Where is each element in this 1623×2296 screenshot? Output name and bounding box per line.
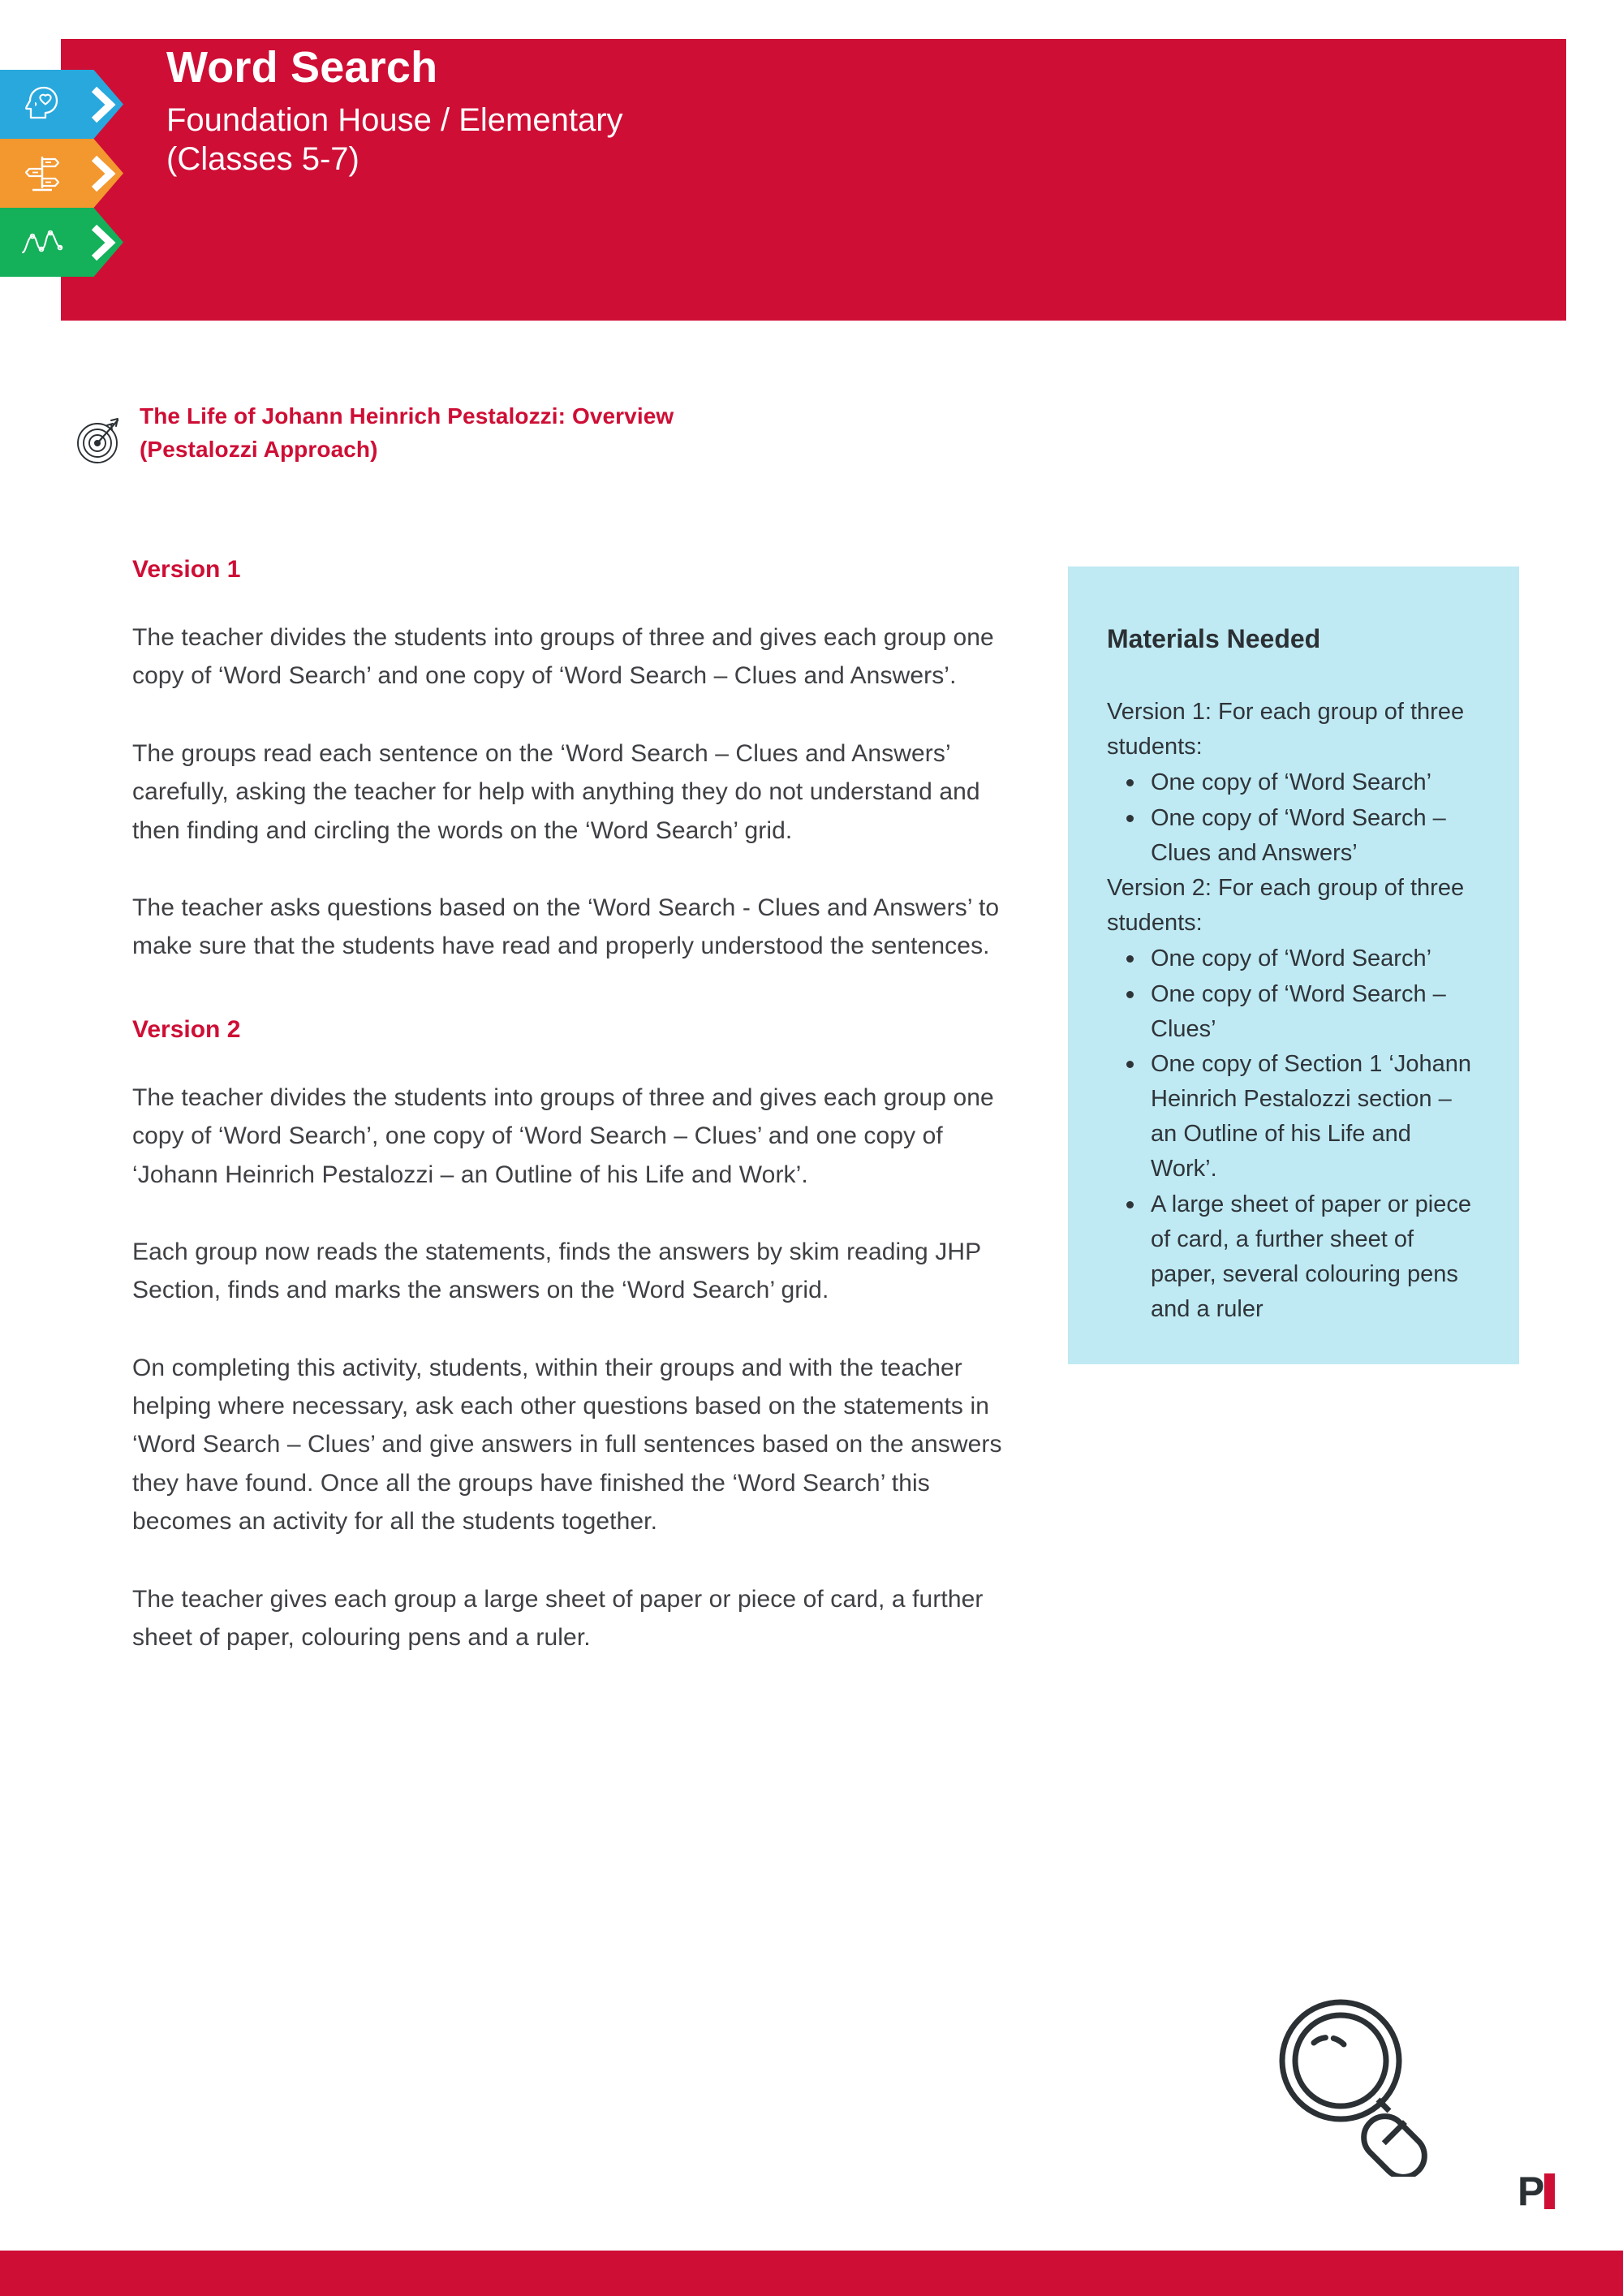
instructions-column [132, 556, 1025, 1695]
list-item: • A large sheet of paper or piece of card, a further sheet of paper, several colouring pens and a ruler [1146, 1187, 1480, 1327]
target-icon [75, 411, 125, 466]
chevron-right-icon [89, 224, 117, 261]
version-2-paragraph-1: The teacher divides the students into groups of three and gives each group one copy of ‘Word Search’, one copy of ‘Word Search – Clues’ and one copy of ‘Johann Heinrich Pestalozzi – an Outline of his Life and Work’. [132, 1083, 994, 1188]
materials-version-2-lead: Version 2: For each group of three students: [1107, 874, 1465, 936]
page-title: Word Search [166, 43, 438, 92]
section-title-line-1: The Life of Johann Heinrich Pestalozzi: Overview [140, 403, 674, 429]
footer-bar [0, 2251, 1623, 2296]
magnifying-glass-icon [1276, 1997, 1446, 2177]
header-subtitle-line-2: (Classes 5-7) [166, 141, 359, 178]
list-item: • One copy of ‘Word Search’ [1146, 941, 1480, 976]
pi-logo-letter: P [1518, 2169, 1544, 2214]
head-heart-icon [21, 84, 63, 126]
version-1-paragraph-1: The teacher divides the students into groups of three and gives each group one copy of ‘Word Search’ and one copy of ‘Word Search – Clues and Answers’. [132, 624, 994, 690]
materials-needed-title: Materials Needed [1107, 624, 1321, 653]
materials-version-1-list [1107, 765, 1480, 871]
section-title [75, 399, 1130, 467]
materials-version-1-lead: Version 1: For each group of three students: [1107, 699, 1465, 760]
wave-graph-icon [21, 222, 63, 264]
section-title-line-2: (Pestalozzi Approach) [140, 437, 378, 463]
header-subtitle-line-1: Foundation House / Elementary [166, 101, 623, 138]
version-2-paragraph-2: Each group now reads the statements, finds the answers by skim reading JHP Section, finds and marks the answers on the ‘Word Search’ grid. [132, 1238, 981, 1304]
badge-head-heart [0, 70, 123, 139]
list-item: • One copy of ‘Word Search – Clues’ [1146, 976, 1480, 1047]
badge-signpost [0, 139, 123, 208]
pi-logo [1518, 2169, 1566, 2214]
pi-logo-bar [1544, 2173, 1555, 2209]
list-item: • One copy of Section 1 ‘Johann Heinrich Pestalozzi section – an Outline of his Life and Work’. [1146, 1046, 1480, 1187]
chevron-right-icon [89, 86, 117, 123]
header-text-block [166, 41, 1384, 179]
signpost-icon [21, 153, 63, 195]
badge-wave-graph [0, 208, 123, 277]
version-2-heading: Version 2 [132, 1015, 241, 1043]
badge-stack [0, 70, 123, 277]
list-item: • One copy of ‘Word Search’ [1146, 765, 1480, 800]
materials-version-2-list [1107, 941, 1480, 1327]
version-2-paragraph-4: The teacher gives each group a large sheet of paper or piece of card, a further sheet of paper, colouring pens and a ruler. [132, 1585, 984, 1652]
materials-needed-panel [1068, 566, 1519, 1364]
version-1-paragraph-2: The groups read each sentence on the ‘Word Search – Clues and Answers’ carefully, asking the teacher for help with anything they do not understand and then finding and circling the words on the ‘Word Search’ grid. [132, 739, 980, 844]
version-2-paragraph-3: On completing this activity, students, within their groups and with the teacher helping where necessary, ask each other questions based on the statements in ‘Word Search – Clues’ and give answers in full sentences based on the answers they have found. Once all the groups have finished the ‘Word Search’ this becomes an activity for all the students together. [132, 1354, 1002, 1536]
version-1-paragraph-3: The teacher asks questions based on the ‘Word Search - Clues and Answers’ to make sure that the students have read and properly understood the sentences. [132, 894, 1000, 960]
version-1-heading: Version 1 [132, 556, 241, 583]
chevron-right-icon [89, 155, 117, 192]
section-title-text [140, 399, 674, 467]
list-item: • One copy of ‘Word Search – Clues and Answers’ [1146, 800, 1480, 871]
